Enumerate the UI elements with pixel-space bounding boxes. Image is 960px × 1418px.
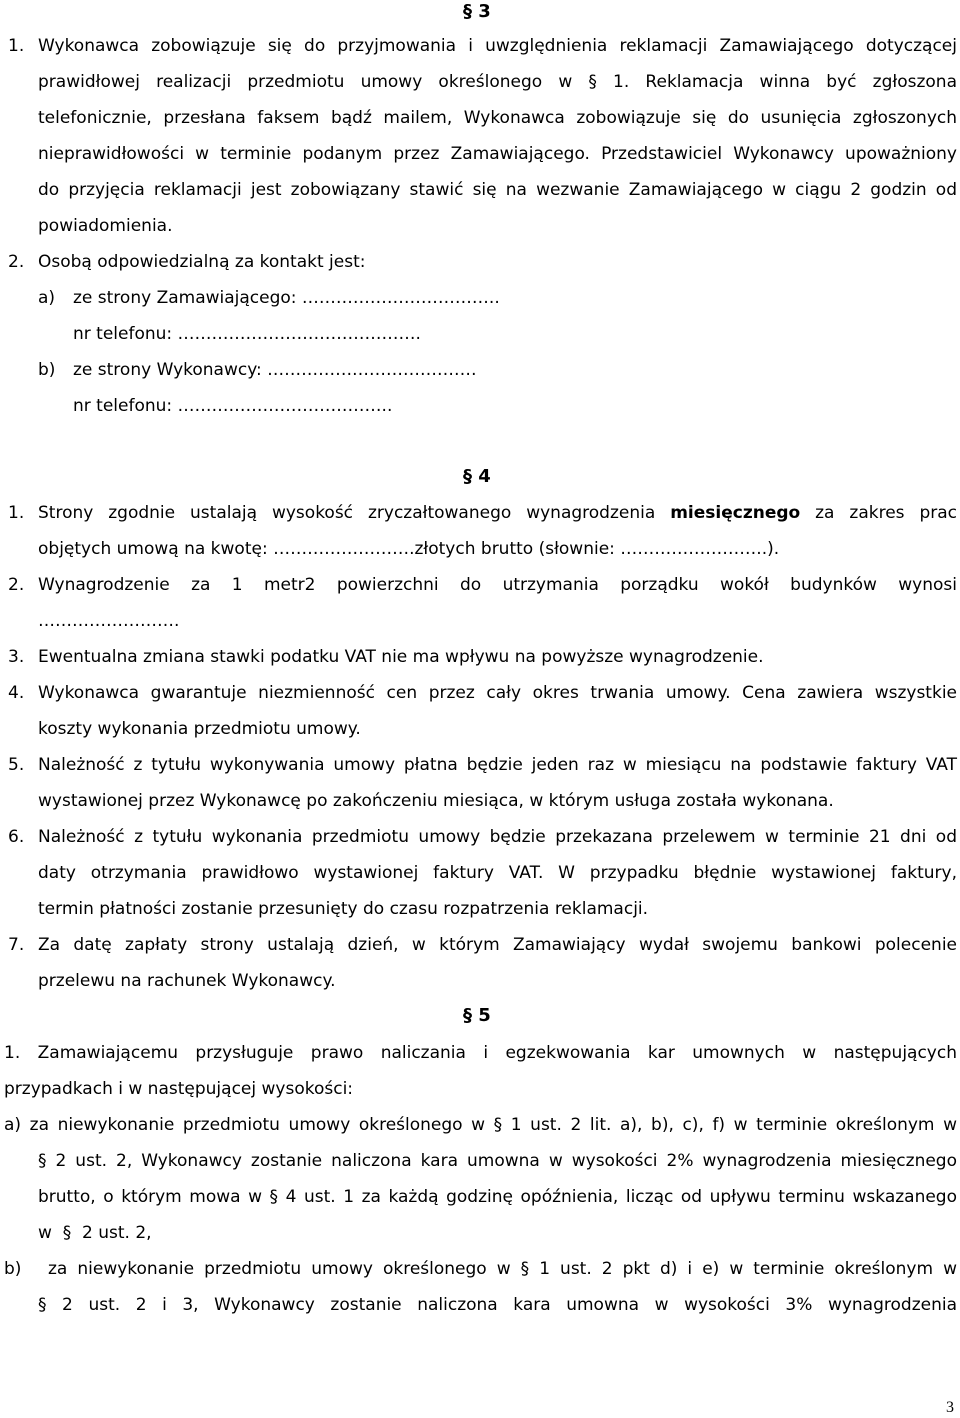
paragraph-line: daty otrzymania prawidłowo wystawionej faktury VAT. W przypadku błędnie wystawionej faktury, <box>38 863 957 883</box>
paragraph-line: Wykonawca gwarantuje niezmienność cen przez cały okres trwania umowy. Cena zawiera wszystkie <box>38 683 957 703</box>
paragraph-line: a) za niewykonanie przedmiotu umowy określonego w § 1 ust. 2 lit. a), b), c), f) w terminie określonym w <box>4 1115 957 1135</box>
paragraph-line: Osobą odpowiedzialną za kontakt jest: <box>38 252 366 272</box>
paragraph-line: objętych umową na kwotę: …………………….złotych brutto (słownie: ……………………..). <box>38 539 780 559</box>
contact-field-line: nr telefonu: ……………………………………. <box>73 324 421 344</box>
paragraph-line: termin płatności zostanie przesunięty do czasu rozpatrzenia reklamacji. <box>38 899 649 919</box>
emphasis-text: miesięcznego <box>670 503 801 523</box>
contact-field-line: nr telefonu: ……………………………….. <box>73 396 393 416</box>
item-letter: b) <box>38 360 56 380</box>
item-number: 1. <box>8 36 25 56</box>
item-number: 6. <box>8 827 25 847</box>
item-number: 3. <box>8 647 25 667</box>
contact-field-line: ze strony Wykonawcy: …………….………………… <box>73 360 477 380</box>
paragraph-line: telefonicznie, przesłana faksem bądź mailem, Wykonawca zobowiązuje się do usunięcia zgłoszonych <box>38 108 957 128</box>
section-heading-5: § 5 <box>463 1005 491 1026</box>
text-run: za zakres prac <box>800 503 958 523</box>
text-run: Strony zgodnie ustalają wysokość zryczałtowanego wynagrodzenia <box>38 503 671 523</box>
contact-field-line: ze strony Zamawiającego: …………………………….. <box>73 288 500 308</box>
paragraph-line: przypadkach i w następującej wysokości: <box>4 1079 354 1099</box>
paragraph-line <box>38 503 957 523</box>
paragraph-line: § 2 ust. 2 i 3, Wykonawcy zostanie naliczona kara umowna w wysokości 3% wynagrodzenia <box>38 1295 957 1315</box>
paragraph-line: koszty wykonania przedmiotu umowy. <box>38 719 361 739</box>
item-number: 7. <box>8 935 25 955</box>
paragraph-line: Wynagrodzenie za 1 metr2 powierzchni do utrzymania porządku wokół budynków wynosi <box>38 575 957 595</box>
paragraph-line: ……………………. <box>38 611 180 631</box>
paragraph-line: brutto, o którym mowa w § 4 ust. 1 za każdą godzinę opóźnienia, licząc od upływu terminu wskazanego <box>38 1187 957 1207</box>
item-number: 5. <box>8 755 25 775</box>
paragraph-line: w § 2 ust. 2, <box>38 1223 152 1243</box>
paragraph-line: powiadomienia. <box>38 216 173 236</box>
section-heading-3: § 3 <box>463 1 491 22</box>
item-number: 2. <box>8 575 25 595</box>
paragraph-line: wystawionej przez Wykonawcę po zakończeniu miesiąca, w którym usługa została wykonana. <box>38 791 834 811</box>
paragraph-line: Za datę zapłaty strony ustalają dzień, w którym Zamawiający wydał swojemu bankowi polecenie <box>38 935 957 955</box>
page-number: 3 <box>946 1399 954 1416</box>
paragraph-line: przelewu na rachunek Wykonawcy. <box>38 971 336 991</box>
paragraph-line: Należność z tytułu wykonania przedmiotu umowy będzie przekazana przelewem w terminie 21 dni od <box>38 827 957 847</box>
item-letter: a) <box>38 288 56 308</box>
paragraph-line: za niewykonanie przedmiotu umowy określonego w § 1 ust. 2 pkt d) i e) w terminie określonym w <box>48 1259 957 1279</box>
paragraph-line: § 2 ust. 2, Wykonawcy zostanie naliczona kara umowna w wysokości 2% wynagrodzenia miesięcznego <box>38 1151 957 1171</box>
item-letter: b) <box>4 1259 22 1279</box>
item-number: 1. <box>8 503 25 523</box>
paragraph-line: Ewentualna zmiana stawki podatku VAT nie ma wpływu na powyższe wynagrodzenie. <box>38 647 764 667</box>
paragraph-line: prawidłowej realizacji przedmiotu umowy określonego w § 1. Reklamacja winna być zgłoszona <box>38 72 957 92</box>
paragraph-line: do przyjęcia reklamacji jest zobowiązany stawić się na wezwanie Zamawiającego w ciągu 2 godzin od <box>38 180 957 200</box>
section-heading-4: § 4 <box>463 466 491 487</box>
paragraph-line: Wykonawca zobowiązuje się do przyjmowania i uwzględnienia reklamacji Zamawiającego dotyczącej <box>38 36 957 56</box>
item-number: 2. <box>8 252 25 272</box>
paragraph-line: nieprawidłowości w terminie podanym przez Zamawiającego. Przedstawiciel Wykonawcy upoważniony <box>38 144 957 164</box>
paragraph-line: Należność z tytułu wykonywania umowy płatna będzie jeden raz w miesiącu na podstawie faktury VAT <box>38 755 957 775</box>
paragraph-line: 1. Zamawiającemu przysługuje prawo naliczania i egzekwowania kar umownych w następujących <box>4 1043 957 1063</box>
item-number: 4. <box>8 683 25 703</box>
